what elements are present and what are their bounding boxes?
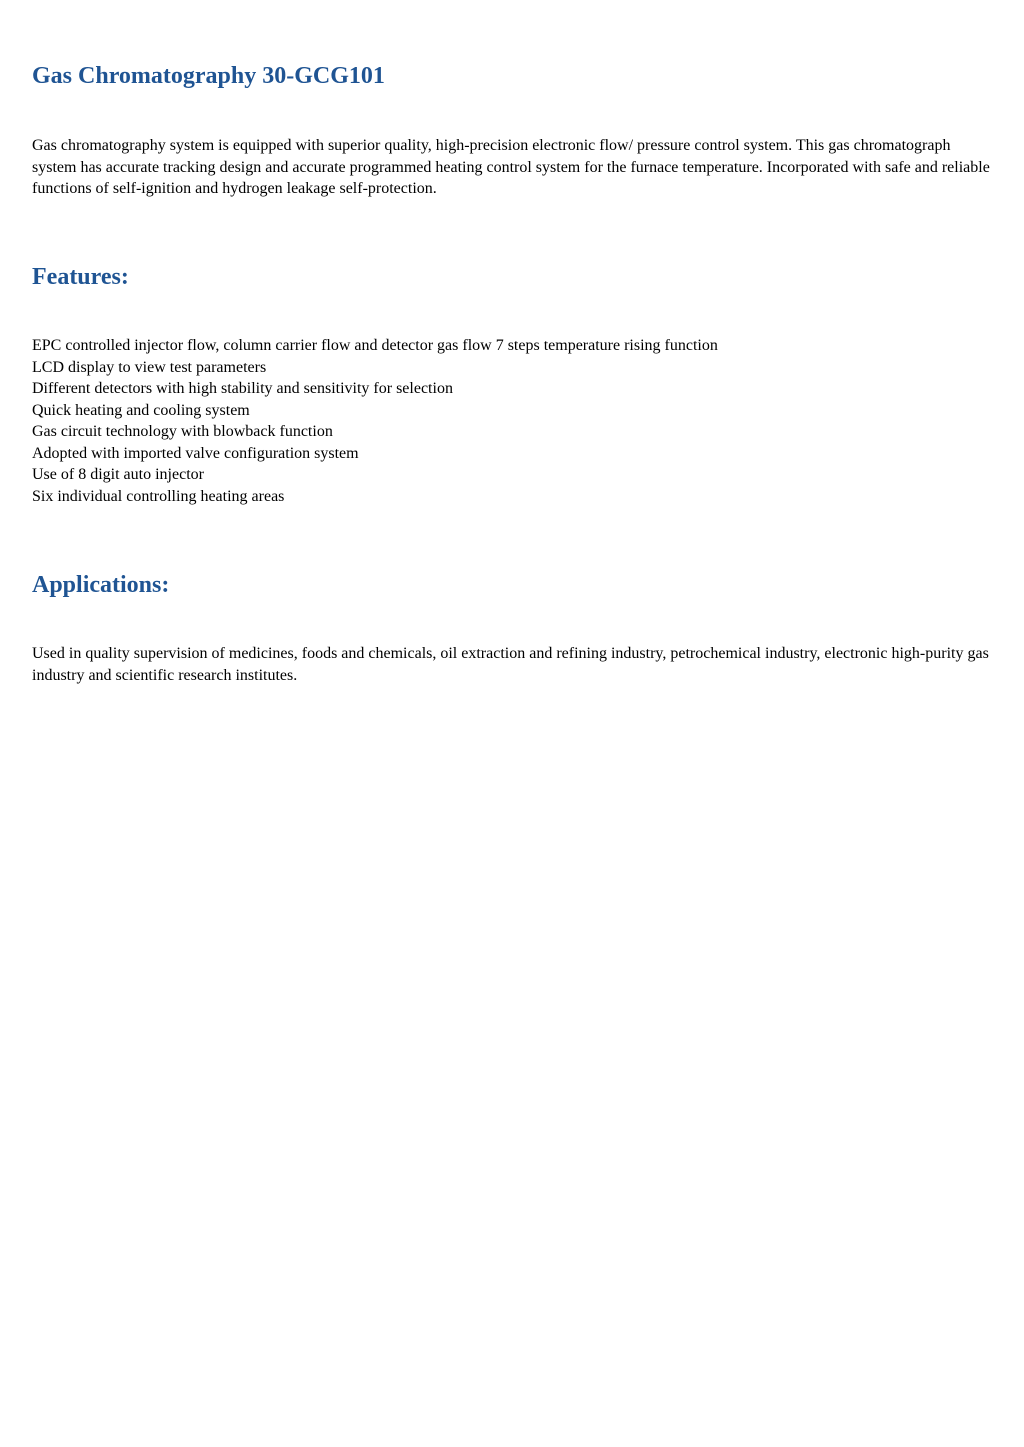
features-list [32, 335, 718, 507]
list-item: Use of 8 digit auto injector [32, 466, 204, 483]
list-item: Six individual controlling heating areas [32, 487, 285, 505]
list-item: LCD display to view test parameters [32, 358, 267, 376]
applications-heading: Applications: [32, 572, 170, 598]
list-item: EPC controlled injector flow, column carrier flow and detector gas flow 7 steps temperature rising function [32, 337, 718, 354]
list-item: Adopted with imported valve configuration system [32, 444, 359, 462]
intro-paragraph: Gas chromatography system is equipped with superior quality, high-precision electronic flow/ pressure control system. This gas chromatograph system has accurate tracking design and accurate programmed heating control system for the furnace temperature. Incorporated with safe and reliable functions of self-ignition and hydrogen leakage self-protection. [32, 137, 990, 197]
applications-paragraph: Used in quality supervision of medicines, foods and chemicals, oil extraction and refining industry, petrochemical industry, electronic high-purity gas industry and scientific research institutes. [32, 645, 989, 684]
features-heading: Features: [32, 264, 129, 290]
page-title: Gas Chromatography 30-GCG101 [32, 63, 385, 89]
list-item: Different detectors with high stability and sensitivity for selection [32, 380, 453, 397]
list-item: Quick heating and cooling system [32, 401, 250, 419]
list-item: Gas circuit technology with blowback function [32, 423, 333, 440]
